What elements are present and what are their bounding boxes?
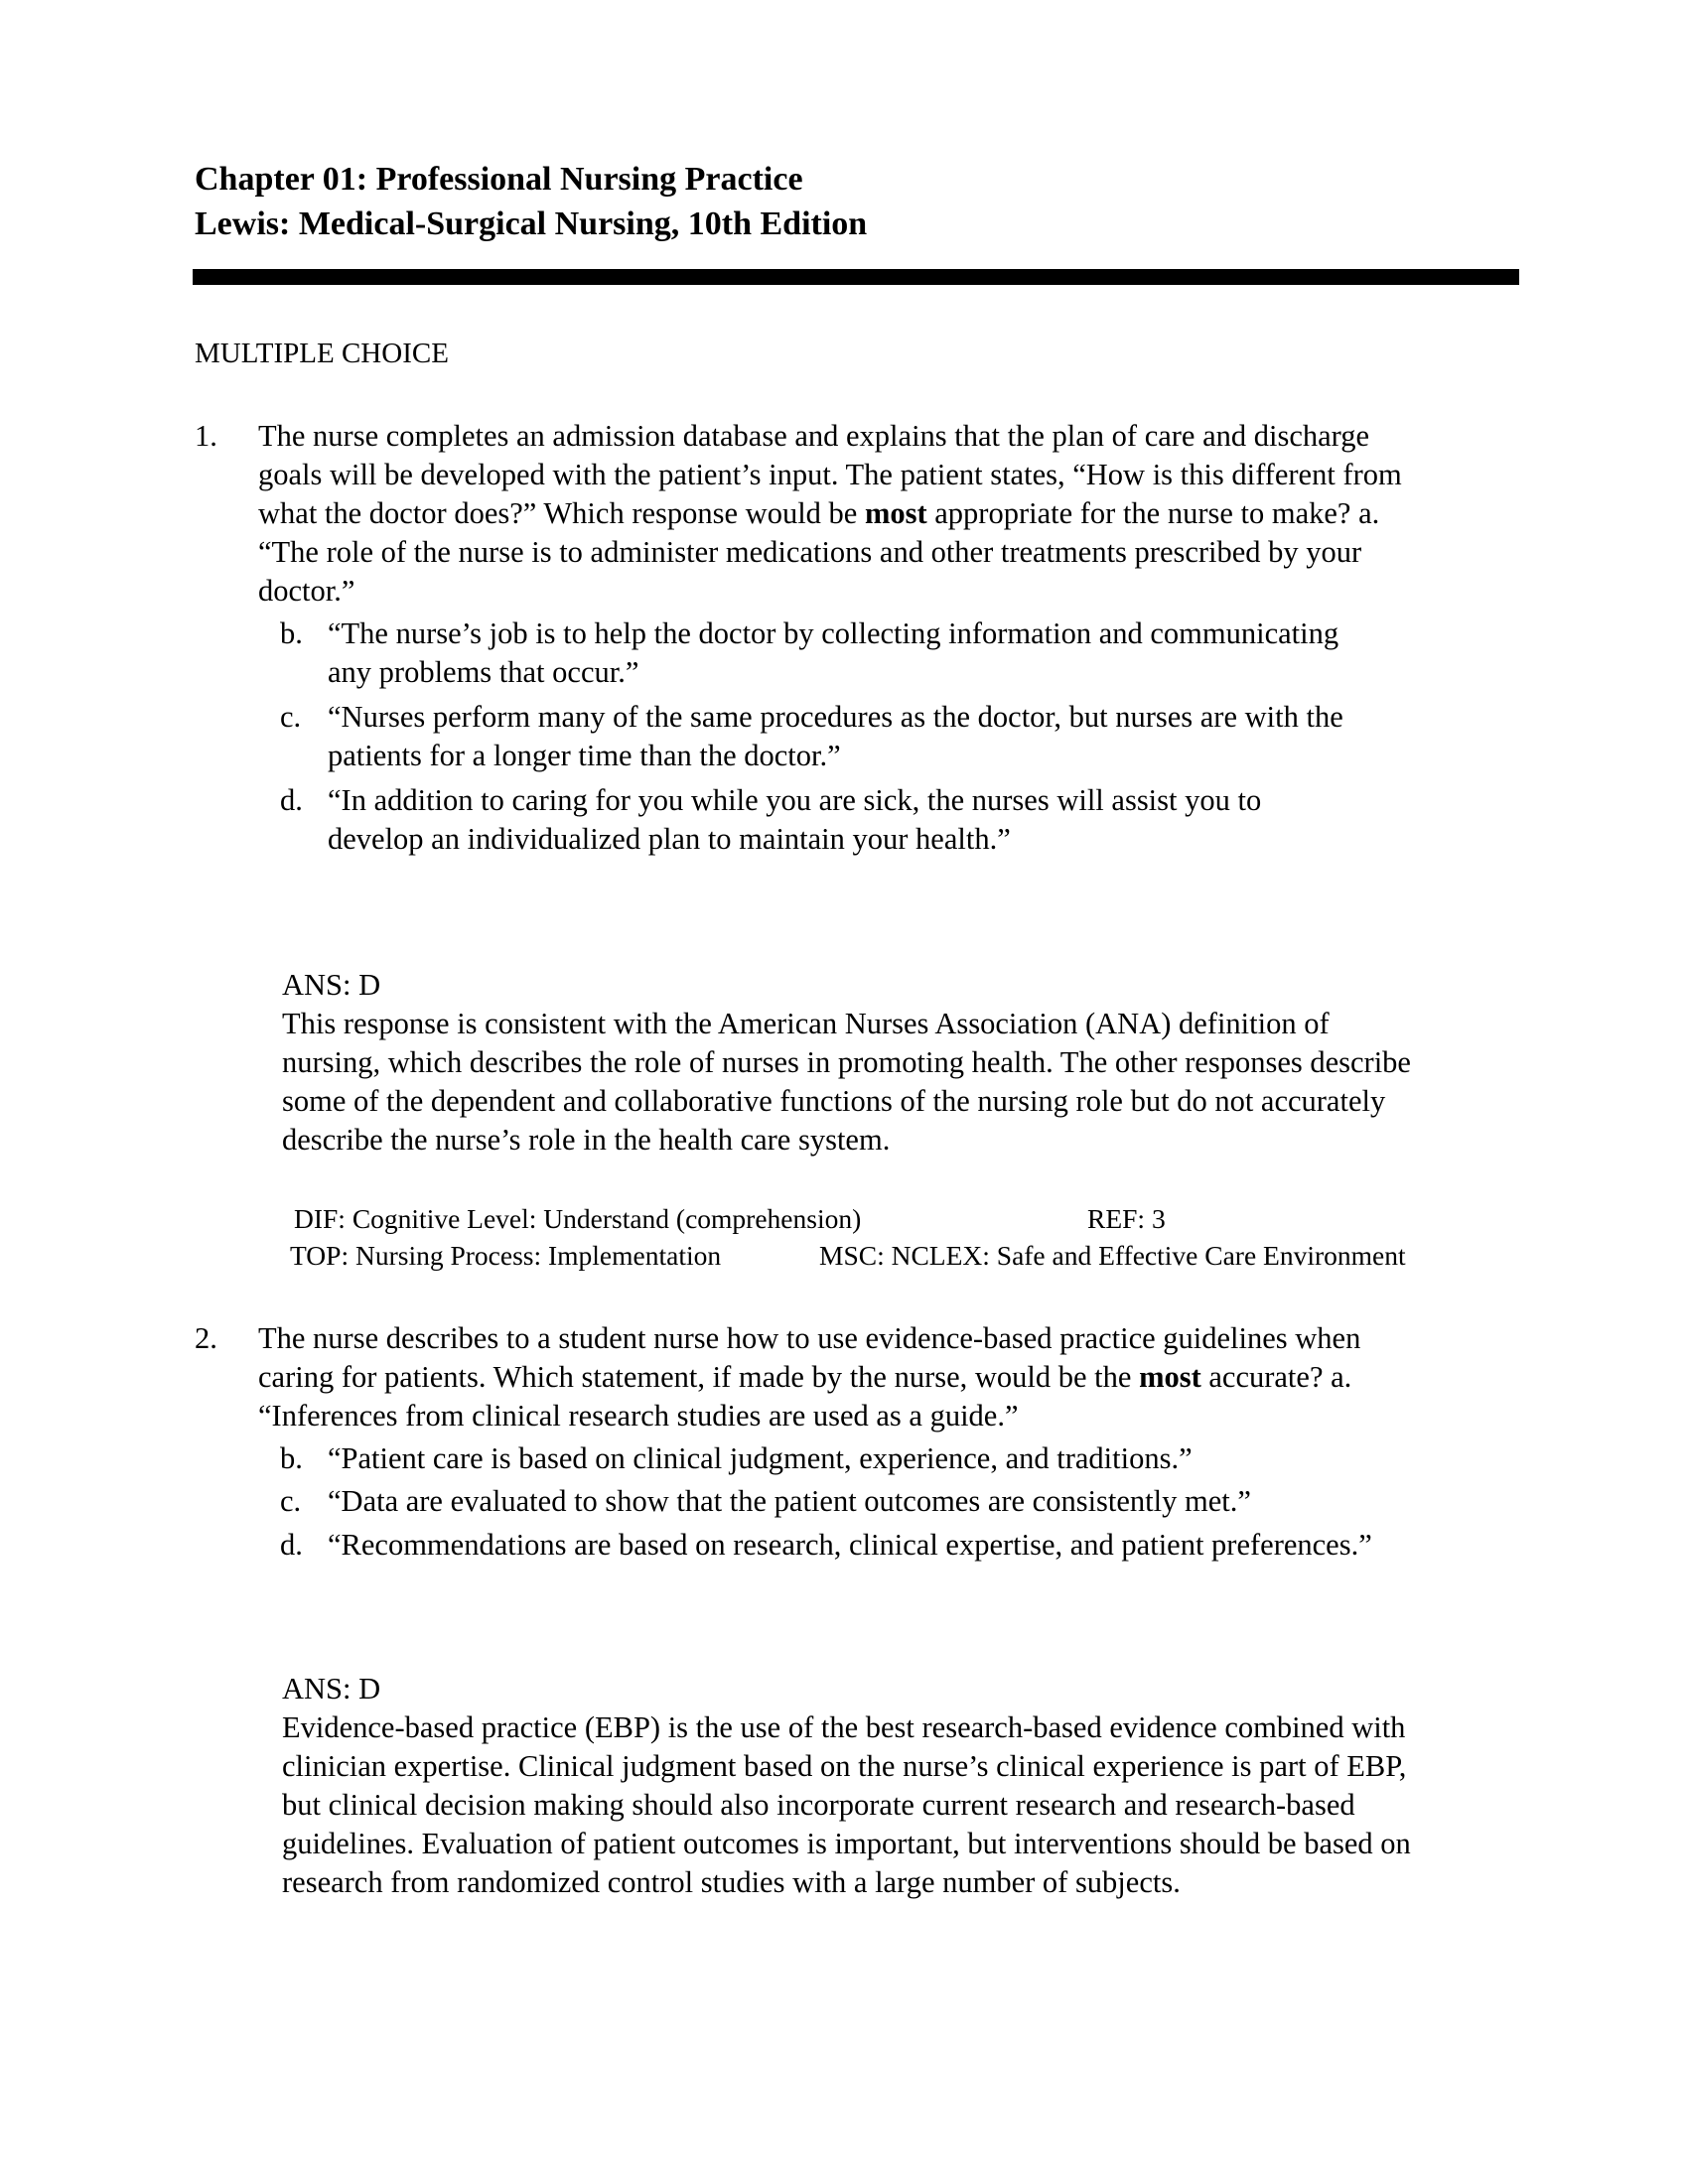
option-c-text: patients for a longer time than the doctor.” [328,739,841,772]
answer-key: ANS: D [282,968,381,1002]
rationale-line: This response is consistent with the American Nurses Association (ANA) definition of [282,1007,1330,1040]
option-d-letter: d. [280,1528,303,1562]
option-d-text: “In addition to caring for you while you are sick, the nurses will assist you to [328,783,1262,817]
section-heading: MULTIPLE CHOICE [195,338,449,369]
book-title: Lewis: Medical-Surgical Nursing, 10th Edition [195,205,868,242]
question-stem-line: goals will be developed with the patient’s input. The patient states, “How is this different from [258,458,1402,491]
option-c-text: “Data are evaluated to show that the patient outcomes are consistently met.” [328,1484,1251,1518]
emphasis-most: most [1139,1360,1201,1394]
difficulty-label: DIF: Cognitive Level: Understand (comprehension) [294,1203,862,1234]
rationale-line: some of the dependent and collaborative functions of the nursing role but do not accurately [282,1084,1386,1118]
option-b-text: “Patient care is based on clinical judgment, experience, and traditions.” [328,1441,1193,1475]
option-a-line: doctor.” [258,574,355,608]
option-a-line: “Inferences from clinical research studies are used as a guide.” [258,1399,1019,1433]
stem-text: accurate? a. [1200,1360,1352,1394]
rationale-line: clinician expertise. Clinical judgment based on the nurse’s clinical experience is part of EBP, [282,1749,1407,1783]
rationale-line: nursing, which describes the role of nurses in promoting health. The other responses describe [282,1045,1411,1079]
answer-key: ANS: D [282,1672,381,1706]
stem-text: appropriate for the nurse to make? a. [926,496,1380,530]
option-b-letter: b. [280,616,303,650]
option-d-letter: d. [280,783,303,817]
emphasis-most: most [864,496,927,530]
question-stem-line: The nurse describes to a student nurse how to use evidence-based practice guidelines when [258,1321,1361,1355]
option-d-text: develop an individualized plan to maintain your health.” [328,822,1011,856]
question-number: 2. [195,1321,217,1355]
option-c-letter: c. [280,1484,302,1518]
option-c-letter: c. [280,700,302,734]
option-c-text: “Nurses perform many of the same procedures as the doctor, but nurses are with the [328,700,1343,734]
question-stem-line [258,494,1379,533]
rationale-line: research from randomized control studies with a large number of subjects. [282,1865,1181,1899]
question-stem-line [258,1358,1351,1397]
reference-label: REF: 3 [1087,1203,1166,1234]
option-a-line: “The role of the nurse is to administer medications and other treatments prescribed by your [258,535,1362,569]
rationale-line: Evidence-based practice (EBP) is the use of the best research-based evidence combined with [282,1710,1406,1744]
option-b-text: “The nurse’s job is to help the doctor by collecting information and communicating [328,616,1339,650]
option-b-text: any problems that occur.” [328,655,639,689]
rationale-line: guidelines. Evaluation of patient outcomes is important, but interventions should be based on [282,1827,1411,1860]
stem-text: caring for patients. Which statement, if made by the nurse, would be the [258,1360,1140,1394]
msc-label: MSC: NCLEX: Safe and Effective Care Environment [819,1240,1406,1271]
rationale-line: describe the nurse’s role in the health care system. [282,1123,891,1157]
chapter-title: Chapter 01: Professional Nursing Practice [195,161,803,198]
header-divider [193,269,1519,285]
stem-text: what the doctor does?” Which response would be [258,496,865,530]
option-b-letter: b. [280,1441,303,1475]
question-stem-line: The nurse completes an admission database and explains that the plan of care and discharge [258,419,1370,453]
topic-label: TOP: Nursing Process: Implementation [290,1240,722,1271]
rationale-line: but clinical decision making should also incorporate current research and research-based [282,1788,1355,1822]
option-d-text: “Recommendations are based on research, clinical expertise, and patient preferences.” [328,1528,1372,1562]
question-number: 1. [195,419,217,453]
